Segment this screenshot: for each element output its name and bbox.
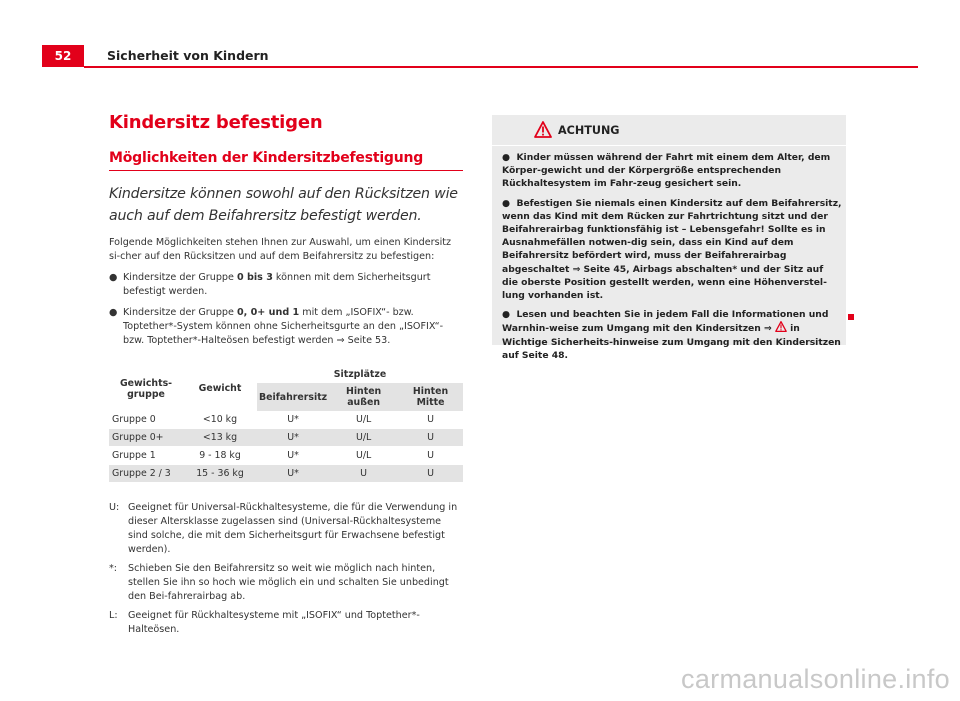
header-rule [84, 66, 918, 68]
table-row [109, 429, 463, 447]
warning-box [492, 115, 846, 361]
lead-paragraph: Kindersitze können sowohl auf den Rücksitzen wie auch auf dem Beifahrersitz befestigt werden. [109, 186, 458, 224]
bullet-text-pre: Kindersitze der Gruppe [123, 307, 237, 318]
table-cell: U* [257, 429, 329, 447]
table-cell: U/L [329, 429, 398, 447]
table-cell: U/L [329, 411, 398, 429]
intro-paragraph: Folgende Möglichkeiten stehen Ihnen zur Auswahl, um einen Kindersitz si-cher auf den Rücksitzen und auf dem Beifahrersitz zu befestigen: [109, 237, 452, 262]
table-cell: Gruppe 0+ [109, 429, 183, 447]
note-item [109, 609, 463, 637]
note-text: Geeignet für Rückhaltesysteme mit „ISOFIX“ und Toptether*-Halteösen. [128, 610, 420, 635]
bullet-item [109, 306, 463, 348]
table-row [109, 447, 463, 465]
table-cell: 15 - 36 kg [183, 465, 257, 483]
warning-header [492, 115, 846, 146]
col-header-rear-middle: Hinten Mitte [398, 383, 463, 411]
table-cell: U [329, 465, 398, 483]
table-cell: U* [257, 447, 329, 465]
table-cell: U/L [329, 447, 398, 465]
watermark: carmanualsonline.info [681, 664, 950, 694]
table-cell: Gruppe 0 [109, 411, 183, 429]
bullet-text-bold: 0 bis 3 [236, 272, 273, 283]
note-key: U: [109, 502, 120, 513]
col-header-rear-outer: Hinten außen [329, 383, 398, 411]
table-cell: <10 kg [183, 411, 257, 429]
warning-item-text-post: in Wichtige Sicherheits-hinweise zum Umgang mit den Kindersitzen auf Seite 48. [502, 323, 841, 361]
col-header-seats: Sitzplätze [333, 369, 387, 380]
table-cell: Gruppe 1 [109, 447, 183, 465]
bullet-icon: ● [502, 309, 511, 321]
bullet-icon: ● [109, 307, 118, 318]
warning-body [502, 151, 842, 368]
bullet-icon: ● [502, 152, 511, 163]
subsection-title: Möglichkeiten der Kindersitzbefestigung [109, 150, 463, 171]
warning-item-text-pre: Lesen und beachten Sie in jedem Fall die Informationen und Warnhin-weise zum Umgang mit den Kindersitzen ⇒ [502, 309, 829, 335]
bullet-text [123, 271, 463, 299]
seat-table [109, 366, 463, 483]
table-cell: U [398, 429, 463, 447]
left-column [109, 112, 463, 642]
warning-item-text: Befestigen Sie niemals einen Kindersitz auf dem Beifahrersitz, wenn das Kind mit dem Rücken zur Fahrtrichtung sitzt und der Beifahrerairbag funktionsfähig ist – Lebensgefahr! Sollte es in Ausnahmefällen notwen-dig sein, dass ein Kind auf dem Beifahrersitz befördert wird, muss der Beifahrerairbag abgeschaltet ⇒ Seite 45, Airbags abschalten* und der Sitz auf die oberste Position gestellt werden, wenn eine Höhenverstel-lung vorhanden ist. [502, 197, 842, 302]
col-header-group: Gewichts-gruppe [119, 377, 173, 400]
bullet-icon: ● [109, 272, 118, 283]
header-title: Sicherheit von Kindern [107, 48, 269, 63]
table-row [109, 411, 463, 429]
table-cell: U [398, 411, 463, 429]
col-header-front-passenger: Beifahrersitz [257, 383, 329, 411]
warning-triangle-icon [534, 121, 552, 142]
table-cell: U [398, 447, 463, 465]
warning-item [502, 197, 842, 303]
legend-notes [109, 501, 463, 637]
section-title: Kindersitz befestigen [109, 112, 323, 133]
table-row [109, 465, 463, 483]
note-item [109, 562, 463, 604]
table-cell: U* [257, 411, 329, 429]
note-text: Geeignet für Universal-Rückhaltesysteme, die für die Verwendung in dieser Altersklasse zugelassen sind (Universal-Rückhaltesysteme sind solche, die mit dem Sicherheitsgurt für Erwachsene befestigt werden). [128, 502, 458, 555]
bullet-text [123, 306, 463, 348]
bullet-text-post: mit dem „ISOFIX“- bzw. Toptether*-System können ohne Sicherheitsgurte an den „ISOFIX“- bzw. Toptether*-Halteösen befestigt werden ⇒ Seite 53. [123, 307, 444, 346]
table-cell: U* [257, 465, 329, 483]
bullet-text-pre: Kindersitze der Gruppe [123, 272, 237, 283]
table-cell: <13 kg [183, 429, 257, 447]
bullet-text-post: können mit dem Sicherheitsgurt befestigt werden. [123, 272, 431, 297]
bullet-item [109, 271, 463, 299]
warning-title: ACHTUNG [558, 124, 620, 137]
note-item [109, 501, 463, 557]
warning-item-text: Kinder müssen während der Fahrt mit einem dem Alter, dem Körper-gewicht und der Körpergröße entsprechenden Rückhaltesystem im Fahr-zeug gesichert sein. [502, 152, 831, 190]
warning-item [502, 308, 842, 362]
bullet-text-bold: 0, 0+ und 1 [236, 307, 300, 318]
note-text: Schieben Sie den Beifahrersitz so weit wie möglich nach hinten, stellen Sie ihn so hoch wie möglich ein und schalten Sie unbedingt den Bei-fahrerairbag ab. [128, 563, 449, 602]
note-key: L: [109, 610, 118, 621]
section-end-marker [848, 314, 854, 320]
col-header-weight: Gewicht [198, 383, 242, 394]
page-number: 52 [42, 45, 84, 67]
inline-warning-icon [775, 323, 787, 334]
bullet-icon: ● [502, 197, 511, 209]
warning-item [502, 151, 842, 191]
table-cell: 9 - 18 kg [183, 447, 257, 465]
table-cell: U [398, 465, 463, 483]
note-key: *: [109, 563, 118, 574]
table-cell: Gruppe 2 / 3 [109, 465, 183, 483]
